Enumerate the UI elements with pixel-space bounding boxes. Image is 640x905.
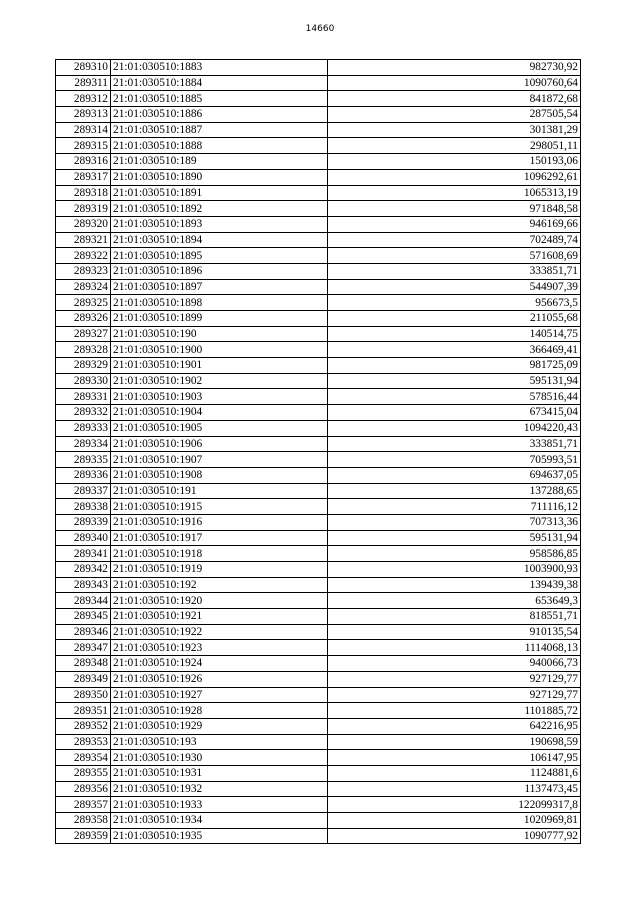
cadastral-number: 21:01:030510:1921 (111, 609, 328, 625)
cadastral-value: 1101885,72 (328, 703, 581, 719)
table-row (56, 467, 581, 483)
cadastral-value: 981725,09 (328, 358, 581, 374)
cadastral-number: 21:01:030510:1930 (111, 750, 328, 766)
cadastral-number: 21:01:030510:1898 (111, 295, 328, 311)
table-row (56, 624, 581, 640)
table-row (56, 797, 581, 813)
table-row (56, 828, 581, 844)
cadastral-number: 21:01:030510:1916 (111, 514, 328, 530)
table-row (56, 248, 581, 264)
row-number: 289311 (56, 75, 111, 91)
table-row (56, 279, 581, 295)
table-row (56, 671, 581, 687)
row-number: 289338 (56, 499, 111, 515)
cadastral-number: 21:01:030510:1888 (111, 138, 328, 154)
cadastral-number: 21:01:030510:191 (111, 483, 328, 499)
cadastral-value: 1065313,19 (328, 185, 581, 201)
table-row (56, 765, 581, 781)
table-row (56, 813, 581, 829)
cadastral-value: 711116,12 (328, 499, 581, 515)
row-number: 289333 (56, 420, 111, 436)
table-row (56, 154, 581, 170)
table-row (56, 232, 581, 248)
table-row (56, 405, 581, 421)
row-number: 289323 (56, 263, 111, 279)
table-row (56, 530, 581, 546)
cadastral-value: 122099317,8 (328, 797, 581, 813)
table-row (56, 122, 581, 138)
row-number: 289351 (56, 703, 111, 719)
cadastral-value: 1003900,93 (328, 562, 581, 578)
cadastral-number: 21:01:030510:1931 (111, 765, 328, 781)
cadastral-number: 21:01:030510:1924 (111, 656, 328, 672)
row-number: 289347 (56, 640, 111, 656)
cadastral-number: 21:01:030510:1918 (111, 546, 328, 562)
cadastral-value: 1094220,43 (328, 420, 581, 436)
row-number: 289359 (56, 828, 111, 844)
cadastral-value: 301381,29 (328, 122, 581, 138)
row-number: 289312 (56, 91, 111, 107)
row-number: 289315 (56, 138, 111, 154)
cadastral-value: 702489,74 (328, 232, 581, 248)
cadastral-value: 1020969,81 (328, 813, 581, 829)
row-number: 289349 (56, 671, 111, 687)
cadastral-value: 211055,68 (328, 311, 581, 327)
cadastral-number: 21:01:030510:1915 (111, 499, 328, 515)
cadastral-number: 21:01:030510:1894 (111, 232, 328, 248)
page-number: 14660 (305, 24, 335, 34)
cadastral-value: 946169,66 (328, 216, 581, 232)
row-number: 289358 (56, 813, 111, 829)
row-number: 289335 (56, 452, 111, 468)
cadastral-value: 287505,54 (328, 107, 581, 123)
cadastral-value: 1137473,45 (328, 781, 581, 797)
table-row (56, 593, 581, 609)
table-row (56, 60, 581, 76)
row-number: 289322 (56, 248, 111, 264)
table-row (56, 169, 581, 185)
cadastral-value: 190698,59 (328, 734, 581, 750)
cadastral-value: 333851,71 (328, 436, 581, 452)
cadastral-number: 21:01:030510:1907 (111, 452, 328, 468)
cadastral-number: 21:01:030510:192 (111, 577, 328, 593)
cadastral-value: 544907,39 (328, 279, 581, 295)
row-number: 289319 (56, 201, 111, 217)
cadastral-number: 21:01:030510:1891 (111, 185, 328, 201)
table-row (56, 499, 581, 515)
cadastral-number: 21:01:030510:1934 (111, 813, 328, 829)
table-row (56, 562, 581, 578)
row-number: 289310 (56, 60, 111, 76)
row-number: 289314 (56, 122, 111, 138)
table-row (56, 687, 581, 703)
row-number: 289331 (56, 389, 111, 405)
cadastral-number: 21:01:030510:1885 (111, 91, 328, 107)
row-number: 289337 (56, 483, 111, 499)
cadastral-value: 956673,5 (328, 295, 581, 311)
cadastral-value: 140514,75 (328, 326, 581, 342)
table-row (56, 452, 581, 468)
row-number: 289356 (56, 781, 111, 797)
table-row (56, 138, 581, 154)
cadastral-number: 21:01:030510:1895 (111, 248, 328, 264)
row-number: 289316 (56, 154, 111, 170)
table-row (56, 91, 581, 107)
row-number: 289342 (56, 562, 111, 578)
cadastral-number: 21:01:030510:1929 (111, 718, 328, 734)
row-number: 289348 (56, 656, 111, 672)
cadastral-number: 21:01:030510:1935 (111, 828, 328, 844)
table-row (56, 734, 581, 750)
cadastral-number: 21:01:030510:1902 (111, 373, 328, 389)
cadastral-value: 653649,3 (328, 593, 581, 609)
cadastral-number: 21:01:030510:1904 (111, 405, 328, 421)
cadastral-number: 21:01:030510:1926 (111, 671, 328, 687)
cadastral-value: 137288,65 (328, 483, 581, 499)
cadastral-value: 150193,06 (328, 154, 581, 170)
row-number: 289340 (56, 530, 111, 546)
table-row (56, 703, 581, 719)
cadastral-value: 694637,05 (328, 467, 581, 483)
cadastral-number: 21:01:030510:1893 (111, 216, 328, 232)
table-row (56, 311, 581, 327)
cadastral-number: 21:01:030510:1903 (111, 389, 328, 405)
table-row (56, 436, 581, 452)
cadastral-number: 21:01:030510:1887 (111, 122, 328, 138)
cadastral-value-table (55, 59, 581, 844)
cadastral-value: 705993,51 (328, 452, 581, 468)
cadastral-value: 707313,36 (328, 514, 581, 530)
cadastral-value: 910135,54 (328, 624, 581, 640)
row-number: 289346 (56, 624, 111, 640)
cadastral-number: 21:01:030510:189 (111, 154, 328, 170)
table-row (56, 750, 581, 766)
row-number: 289329 (56, 358, 111, 374)
row-number: 289339 (56, 514, 111, 530)
table-row (56, 420, 581, 436)
table-row (56, 656, 581, 672)
row-number: 289327 (56, 326, 111, 342)
cadastral-value: 298051,11 (328, 138, 581, 154)
row-number: 289317 (56, 169, 111, 185)
cadastral-value: 106147,95 (328, 750, 581, 766)
row-number: 289324 (56, 279, 111, 295)
table-row (56, 295, 581, 311)
row-number: 289341 (56, 546, 111, 562)
cadastral-value: 841872,68 (328, 91, 581, 107)
cadastral-number: 21:01:030510:1923 (111, 640, 328, 656)
table-row (56, 216, 581, 232)
cadastral-number: 21:01:030510:1933 (111, 797, 328, 813)
cadastral-number: 21:01:030510:1927 (111, 687, 328, 703)
table-row (56, 326, 581, 342)
table-row (56, 718, 581, 734)
cadastral-number: 21:01:030510:1883 (111, 60, 328, 76)
cadastral-number: 21:01:030510:1928 (111, 703, 328, 719)
row-number: 289336 (56, 467, 111, 483)
table-row (56, 107, 581, 123)
cadastral-number: 21:01:030510:1917 (111, 530, 328, 546)
cadastral-value: 595131,94 (328, 373, 581, 389)
row-number: 289320 (56, 216, 111, 232)
cadastral-value: 673415,04 (328, 405, 581, 421)
table-row (56, 640, 581, 656)
row-number: 289344 (56, 593, 111, 609)
cadastral-value: 642216,95 (328, 718, 581, 734)
table-row (56, 263, 581, 279)
table-row (56, 514, 581, 530)
cadastral-number: 21:01:030510:1901 (111, 358, 328, 374)
cadastral-value: 578516,44 (328, 389, 581, 405)
row-number: 289345 (56, 609, 111, 625)
cadastral-number: 21:01:030510:1919 (111, 562, 328, 578)
cadastral-number: 21:01:030510:1890 (111, 169, 328, 185)
cadastral-number: 21:01:030510:1897 (111, 279, 328, 295)
cadastral-value: 1096292,61 (328, 169, 581, 185)
table-row (56, 201, 581, 217)
row-number: 289326 (56, 311, 111, 327)
cadastral-value: 366469,41 (328, 342, 581, 358)
table-body (56, 60, 581, 844)
row-number: 289321 (56, 232, 111, 248)
row-number: 289325 (56, 295, 111, 311)
row-number: 289355 (56, 765, 111, 781)
cadastral-number: 21:01:030510:190 (111, 326, 328, 342)
table-row (56, 577, 581, 593)
cadastral-value: 927129,77 (328, 671, 581, 687)
cadastral-number: 21:01:030510:1900 (111, 342, 328, 358)
cadastral-value: 333851,71 (328, 263, 581, 279)
cadastral-number: 21:01:030510:1908 (111, 467, 328, 483)
row-number: 289357 (56, 797, 111, 813)
table-row (56, 781, 581, 797)
cadastral-value: 139439,38 (328, 577, 581, 593)
table-row (56, 483, 581, 499)
cadastral-number: 21:01:030510:1932 (111, 781, 328, 797)
cadastral-number: 21:01:030510:193 (111, 734, 328, 750)
cadastral-value: 958586,85 (328, 546, 581, 562)
cadastral-value: 1114068,13 (328, 640, 581, 656)
cadastral-value: 927129,77 (328, 687, 581, 703)
row-number: 289350 (56, 687, 111, 703)
cadastral-value: 1124881,6 (328, 765, 581, 781)
cadastral-number: 21:01:030510:1896 (111, 263, 328, 279)
cadastral-number: 21:01:030510:1892 (111, 201, 328, 217)
table-row (56, 373, 581, 389)
cadastral-value: 571608,69 (328, 248, 581, 264)
cadastral-value: 818551,71 (328, 609, 581, 625)
cadastral-number: 21:01:030510:1886 (111, 107, 328, 123)
table-row (56, 609, 581, 625)
cadastral-value: 1090760,64 (328, 75, 581, 91)
cadastral-value: 982730,92 (328, 60, 581, 76)
cadastral-number: 21:01:030510:1906 (111, 436, 328, 452)
table-row (56, 546, 581, 562)
cadastral-number: 21:01:030510:1920 (111, 593, 328, 609)
row-number: 289330 (56, 373, 111, 389)
table-row (56, 342, 581, 358)
cadastral-number: 21:01:030510:1922 (111, 624, 328, 640)
cadastral-number: 21:01:030510:1905 (111, 420, 328, 436)
table-row (56, 358, 581, 374)
row-number: 289343 (56, 577, 111, 593)
cadastral-value: 595131,94 (328, 530, 581, 546)
cadastral-number: 21:01:030510:1884 (111, 75, 328, 91)
table-row (56, 389, 581, 405)
row-number: 289328 (56, 342, 111, 358)
cadastral-number: 21:01:030510:1899 (111, 311, 328, 327)
table-row (56, 185, 581, 201)
row-number: 289313 (56, 107, 111, 123)
row-number: 289334 (56, 436, 111, 452)
row-number: 289354 (56, 750, 111, 766)
row-number: 289332 (56, 405, 111, 421)
cadastral-value: 1090777,92 (328, 828, 581, 844)
row-number: 289353 (56, 734, 111, 750)
row-number: 289352 (56, 718, 111, 734)
cadastral-value: 940066,73 (328, 656, 581, 672)
table-row (56, 75, 581, 91)
row-number: 289318 (56, 185, 111, 201)
cadastral-value: 971848,58 (328, 201, 581, 217)
